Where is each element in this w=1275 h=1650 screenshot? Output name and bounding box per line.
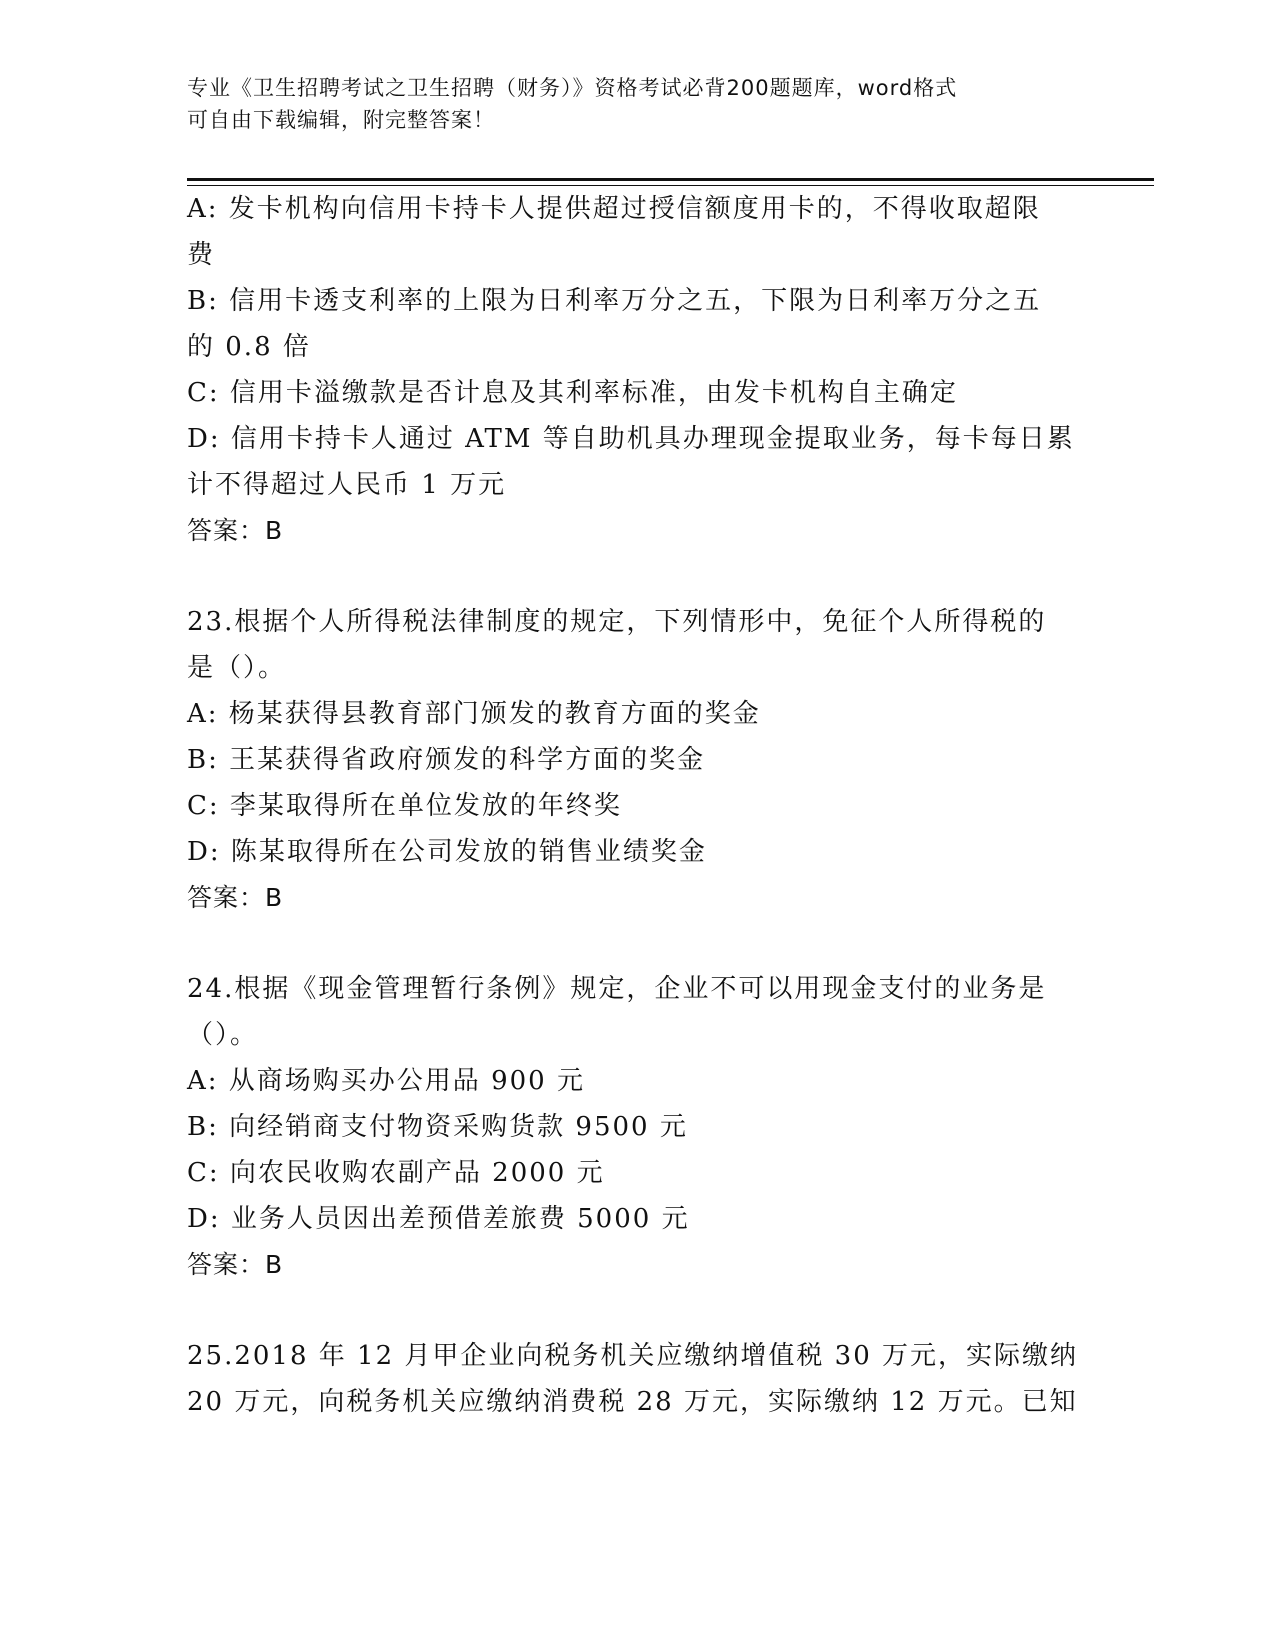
- question-content: [187, 186, 1087, 1425]
- q24-option-b: B: 向经销商支付物资采购货款 9500 元: [187, 1112, 688, 1142]
- q25-question-line-1: 25.2018 年 12 月甲企业向税务机关应缴纳增值税 30 万元，实际缴纳: [187, 1341, 1079, 1371]
- q22-answer: 答案：B: [187, 516, 284, 545]
- header-divider-thick: [187, 178, 1154, 181]
- q23-option-d: D: 陈某取得所在公司发放的销售业绩奖金: [187, 837, 707, 867]
- q25-question-line-2: 20 万元，向税务机关应缴纳消费税 28 万元，实际缴纳 12 万元。已知: [187, 1387, 1078, 1417]
- q23-option-a: A: 杨某获得县教育部门颁发的教育方面的奖金: [187, 699, 761, 729]
- question-spacer: [187, 921, 1087, 966]
- question-25: [187, 1333, 1087, 1425]
- header-line-2: 可自由下载编辑，附完整答案！: [187, 108, 495, 132]
- q23-question-line-2: 是（）。: [187, 653, 287, 683]
- q24-option-c: C: 向农民收购农副产品 2000 元: [187, 1158, 605, 1188]
- q24-option-a: A: 从商场购买办公用品 900 元: [187, 1066, 585, 1096]
- q24-question-line-2: （）。: [187, 1020, 259, 1050]
- header-line-1: 专业《卫生招聘考试之卫生招聘（财务）》资格考试必背200题题库，word格式: [187, 76, 958, 100]
- q23-question-line-1: 23.根据个人所得税法律制度的规定，下列情形中，免征个人所得税的: [187, 607, 1047, 637]
- question-23: [187, 599, 1087, 921]
- q22-option-a-line-2: 费: [187, 240, 216, 270]
- q23-option-c: C: 李某取得所在单位发放的年终奖: [187, 791, 622, 821]
- q23-option-b: B: 王某获得省政府颁发的科学方面的奖金: [187, 745, 706, 775]
- q24-option-d: D: 业务人员因出差预借差旅费 5000 元: [187, 1204, 690, 1234]
- q22-option-b-line-1: B: 信用卡透支利率的上限为日利率万分之五，下限为日利率万分之五: [187, 286, 1042, 316]
- q23-answer: 答案：B: [187, 883, 284, 912]
- q24-question-line-1: 24.根据《现金管理暂行条例》规定，企业不可以用现金支付的业务是: [187, 974, 1047, 1004]
- document-header: [187, 72, 1087, 136]
- q22-option-a-line-1: A: 发卡机构向信用卡持卡人提供超过授信额度用卡的，不得收取超限: [187, 194, 1041, 224]
- q24-answer: 答案：B: [187, 1250, 284, 1279]
- question-24: [187, 966, 1087, 1288]
- question-22-options: [187, 186, 1087, 554]
- question-spacer: [187, 1288, 1087, 1333]
- question-spacer: [187, 554, 1087, 599]
- q22-option-d-line-2: 计不得超过人民币 1 万元: [187, 470, 507, 500]
- q22-option-c: C: 信用卡溢缴款是否计息及其利率标准，由发卡机构自主确定: [187, 378, 958, 408]
- q22-option-d-line-1: D: 信用卡持卡人通过 ATM 等自助机具办理现金提取业务，每卡每日累: [187, 424, 1075, 454]
- q22-option-b-line-2: 的 0.8 倍: [187, 332, 311, 362]
